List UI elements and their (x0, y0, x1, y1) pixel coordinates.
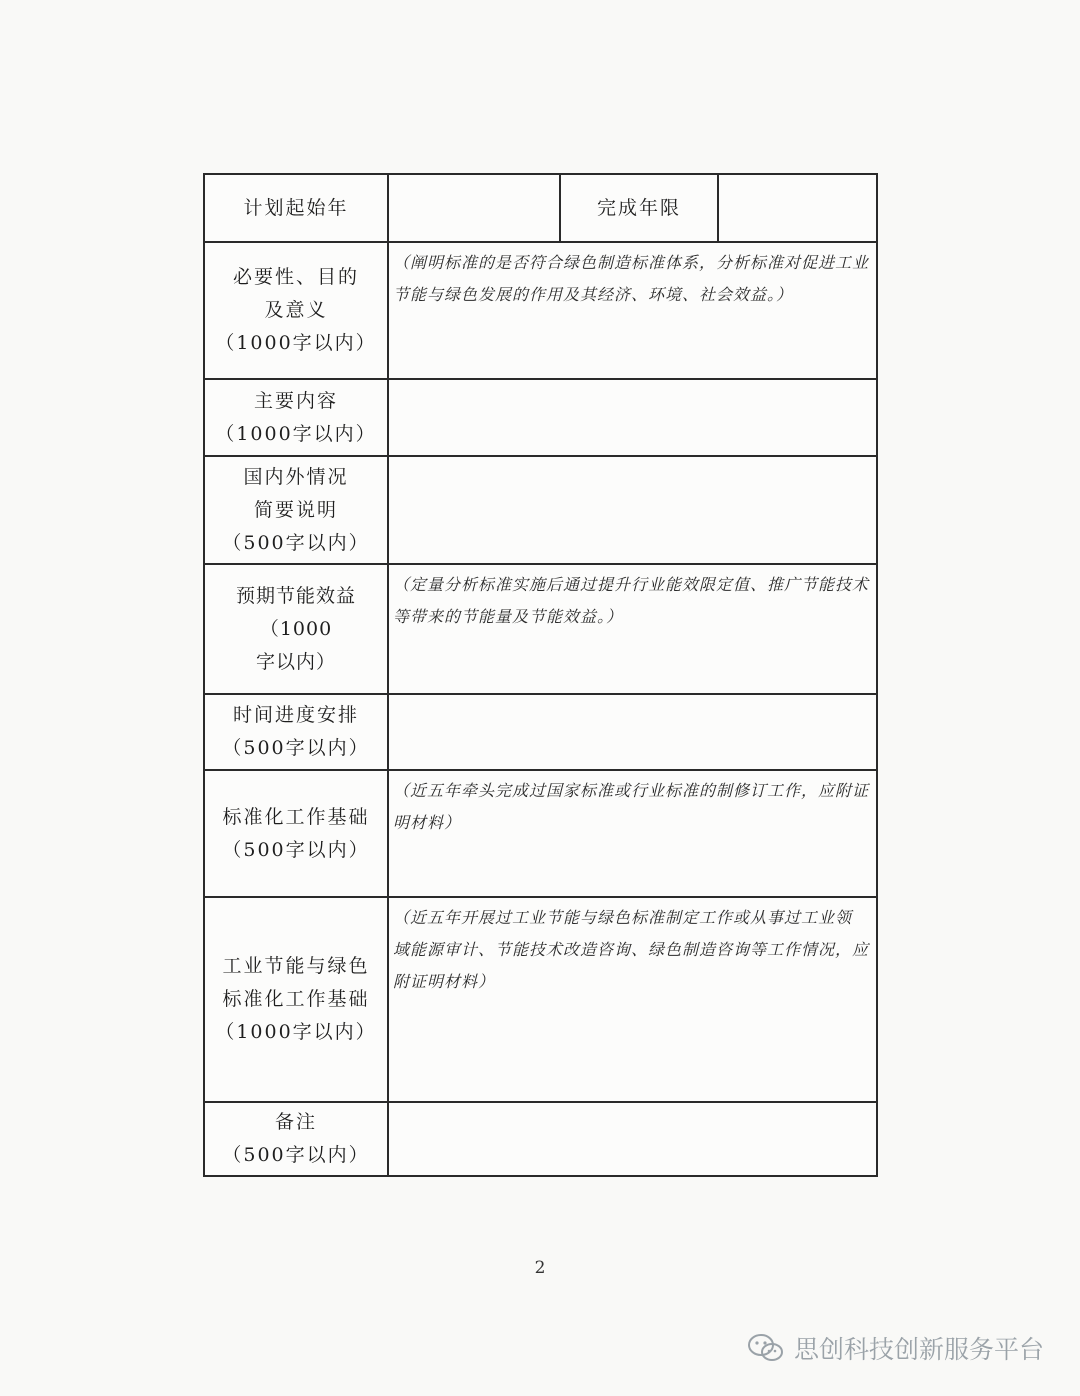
row-content-field[interactable] (388, 1102, 877, 1176)
content-line: （阐明标准的是否符合绿色制造标准体系，分析标准对促进工业 (393, 253, 870, 272)
form-row (204, 770, 877, 897)
label-line: 时间进度安排 (232, 704, 359, 726)
label-line: （1000字以内） (215, 332, 377, 354)
row-content-field[interactable] (388, 770, 877, 897)
row-label (204, 897, 388, 1102)
wechat-icon (746, 1332, 786, 1364)
row-label (204, 1102, 388, 1176)
row-label (204, 242, 388, 379)
content-line: 附证明材料） (393, 972, 496, 991)
label-line: 备注 (274, 1111, 317, 1133)
label-line: （500字以内） (222, 737, 370, 759)
label-line: （1000字以内） (215, 422, 377, 445)
row-label (204, 379, 388, 456)
label-line: 标准化工作基础 (222, 805, 370, 828)
row-content-field[interactable] (388, 694, 877, 770)
row-label (204, 564, 388, 694)
label-line: 预期节能效益（1000 (235, 584, 356, 640)
page-number: 2 (534, 1258, 546, 1278)
application-form-table (203, 173, 878, 1177)
content-line: 明材料） (393, 813, 462, 832)
label-line: 简要说明 (253, 498, 338, 521)
content-line: 域能源审计、节能技术改造咨询、绿色制造咨询等工作情况，应 (393, 940, 870, 959)
content-line: （近五年开展过工业节能与绿色标准制定工作或从事过工业领 (393, 908, 853, 927)
form-row (204, 694, 877, 770)
start-year-field[interactable] (388, 174, 560, 242)
row-label (204, 456, 388, 564)
label-line: 必要性、目的 (232, 266, 359, 288)
row-content-field[interactable] (388, 242, 877, 379)
form-row (204, 379, 877, 456)
watermark-text: 思创科技创新服务平台 (793, 1335, 1044, 1364)
start-year-label: 计划起始年 (204, 174, 388, 242)
label-line: （1000字以内） (215, 1021, 377, 1043)
row-content-field[interactable] (388, 456, 877, 564)
row-label (204, 694, 388, 770)
label-line: 字以内） (255, 650, 336, 673)
row-content-field[interactable] (388, 379, 877, 456)
label-line: 国内外情况 (243, 465, 349, 488)
row-label (204, 770, 388, 897)
label-line: 及意义 (264, 299, 328, 321)
content-line: （近五年牵头完成过国家标准或行业标准的制修订工作，应附证 (393, 781, 870, 800)
content-line: 节能与绿色发展的作用及其经济、环境、社会效益。） (393, 285, 794, 304)
label-line: 标准化工作基础 (222, 988, 370, 1010)
label-line: 主要内容 (253, 389, 338, 412)
label-line: （500字以内） (222, 531, 370, 554)
completion-label: 完成年限 (560, 174, 718, 242)
row-content-field[interactable] (388, 564, 877, 694)
form-row (204, 1102, 877, 1176)
completion-field[interactable] (718, 174, 877, 242)
label-line: 工业节能与绿色 (222, 955, 370, 977)
label-line: （500字以内） (222, 1144, 370, 1166)
form-row (204, 242, 877, 379)
form-row-start-year (204, 174, 877, 242)
watermark (746, 1330, 1044, 1366)
content-line: 等带来的节能量及节能效益。） (393, 607, 624, 626)
form-row (204, 564, 877, 694)
form-row (204, 456, 877, 564)
row-content-field[interactable] (388, 897, 877, 1102)
content-line: （定量分析标准实施后通过提升行业能效限定值、推广节能技术 (393, 575, 870, 594)
form-row (204, 897, 877, 1102)
label-line: （500字以内） (222, 838, 370, 861)
